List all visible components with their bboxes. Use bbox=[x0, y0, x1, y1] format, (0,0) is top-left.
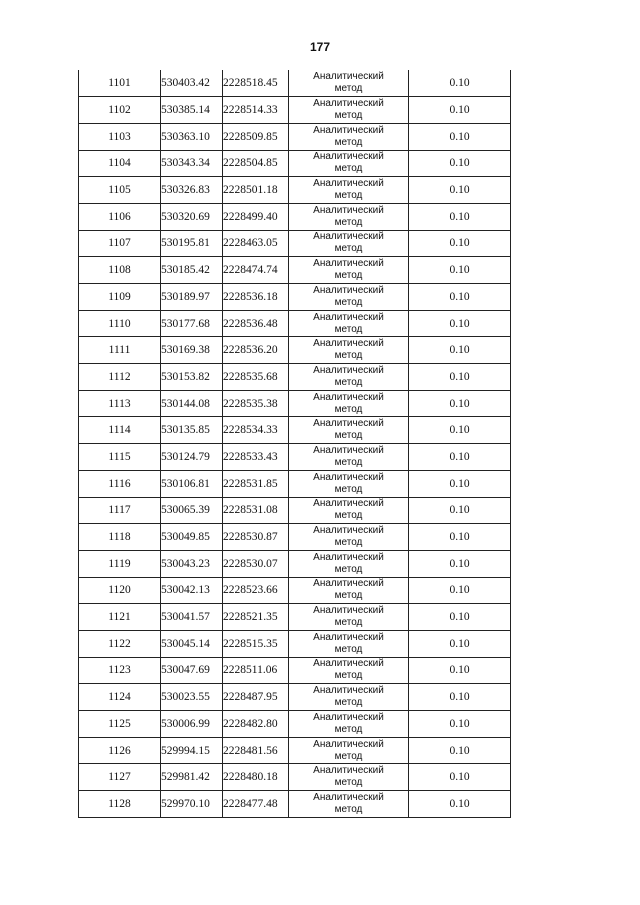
method-text-line1: Аналитический bbox=[313, 231, 384, 243]
method-text-line2: метод bbox=[334, 110, 363, 122]
accuracy-cell: 0.10 bbox=[409, 470, 511, 497]
method-text-line1: Аналитический bbox=[313, 391, 384, 403]
point-number-cell: 1127 bbox=[79, 764, 161, 791]
method-text-line1: Аналитический bbox=[313, 765, 384, 777]
point-number-cell: 1119 bbox=[79, 550, 161, 577]
y-coordinate-cell: 2228523.66 bbox=[223, 577, 289, 604]
x-coordinate-cell: 530135.85 bbox=[161, 417, 223, 444]
method-text-line1: Аналитический bbox=[313, 444, 384, 456]
method-text-line1: Аналитический bbox=[313, 791, 384, 803]
method-cell bbox=[289, 711, 409, 738]
method-text-line1: Аналитический bbox=[313, 258, 384, 270]
point-number-cell: 1109 bbox=[79, 284, 161, 311]
y-coordinate-cell: 2228535.38 bbox=[223, 390, 289, 417]
method-text-line1: Аналитический bbox=[313, 685, 384, 697]
method-cell bbox=[289, 657, 409, 684]
table-row bbox=[79, 203, 511, 230]
method-text-line1: Аналитический bbox=[313, 471, 384, 483]
x-coordinate-cell: 530363.10 bbox=[161, 123, 223, 150]
x-coordinate-cell: 530006.99 bbox=[161, 711, 223, 738]
method-text-line1: Аналитический bbox=[313, 311, 384, 323]
point-number-cell: 1115 bbox=[79, 444, 161, 471]
method-cell bbox=[289, 310, 409, 337]
method-text-line1: Аналитический bbox=[313, 658, 384, 670]
accuracy-cell: 0.10 bbox=[409, 203, 511, 230]
method-text-line1: Аналитический bbox=[313, 738, 384, 750]
table-row bbox=[79, 764, 511, 791]
accuracy-cell: 0.10 bbox=[409, 70, 511, 97]
accuracy-cell: 0.10 bbox=[409, 364, 511, 391]
method-cell bbox=[289, 257, 409, 284]
x-coordinate-cell: 530041.57 bbox=[161, 604, 223, 631]
point-number-cell: 1105 bbox=[79, 177, 161, 204]
y-coordinate-cell: 2228536.18 bbox=[223, 284, 289, 311]
method-cell bbox=[289, 364, 409, 391]
point-number-cell: 1102 bbox=[79, 97, 161, 124]
method-text-line2: метод bbox=[334, 510, 363, 522]
method-text-line1: Аналитический bbox=[313, 711, 384, 723]
table-row bbox=[79, 684, 511, 711]
y-coordinate-cell: 2228531.08 bbox=[223, 497, 289, 524]
method-text-line2: метод bbox=[334, 430, 363, 442]
table-row bbox=[79, 230, 511, 257]
method-cell bbox=[289, 150, 409, 177]
method-text-line1: Аналитический bbox=[313, 578, 384, 590]
table-row bbox=[79, 97, 511, 124]
method-cell bbox=[289, 390, 409, 417]
point-number-cell: 1128 bbox=[79, 791, 161, 818]
table-row bbox=[79, 604, 511, 631]
method-text-line2: метод bbox=[334, 617, 363, 629]
accuracy-cell: 0.10 bbox=[409, 630, 511, 657]
accuracy-cell: 0.10 bbox=[409, 764, 511, 791]
method-text-line2: метод bbox=[334, 323, 363, 335]
method-text-line2: метод bbox=[334, 590, 363, 602]
y-coordinate-cell: 2228501.18 bbox=[223, 177, 289, 204]
accuracy-cell: 0.10 bbox=[409, 497, 511, 524]
table-row bbox=[79, 150, 511, 177]
method-cell bbox=[289, 444, 409, 471]
point-number-cell: 1112 bbox=[79, 364, 161, 391]
accuracy-cell: 0.10 bbox=[409, 97, 511, 124]
y-coordinate-cell: 2228504.85 bbox=[223, 150, 289, 177]
point-number-cell: 1106 bbox=[79, 203, 161, 230]
x-coordinate-cell: 530177.68 bbox=[161, 310, 223, 337]
table-row bbox=[79, 630, 511, 657]
table-row bbox=[79, 524, 511, 551]
method-cell bbox=[289, 177, 409, 204]
y-coordinate-cell: 2228463.05 bbox=[223, 230, 289, 257]
method-text-line2: метод bbox=[334, 803, 363, 815]
y-coordinate-cell: 2228521.35 bbox=[223, 604, 289, 631]
x-coordinate-cell: 529981.42 bbox=[161, 764, 223, 791]
method-cell bbox=[289, 230, 409, 257]
y-coordinate-cell: 2228514.33 bbox=[223, 97, 289, 124]
point-number-cell: 1104 bbox=[79, 150, 161, 177]
y-coordinate-cell: 2228481.56 bbox=[223, 737, 289, 764]
method-cell bbox=[289, 203, 409, 230]
table-row bbox=[79, 390, 511, 417]
accuracy-cell: 0.10 bbox=[409, 524, 511, 551]
x-coordinate-cell: 530042.13 bbox=[161, 577, 223, 604]
accuracy-cell: 0.10 bbox=[409, 711, 511, 738]
table-row bbox=[79, 791, 511, 818]
method-text-line2: метод bbox=[334, 190, 363, 202]
table-row bbox=[79, 123, 511, 150]
x-coordinate-cell: 530065.39 bbox=[161, 497, 223, 524]
method-text-line2: метод bbox=[334, 376, 363, 388]
accuracy-cell: 0.10 bbox=[409, 444, 511, 471]
table-row bbox=[79, 577, 511, 604]
y-coordinate-cell: 2228536.48 bbox=[223, 310, 289, 337]
x-coordinate-cell: 530124.79 bbox=[161, 444, 223, 471]
x-coordinate-cell: 530047.69 bbox=[161, 657, 223, 684]
method-cell bbox=[289, 497, 409, 524]
x-coordinate-cell: 530385.14 bbox=[161, 97, 223, 124]
method-cell bbox=[289, 630, 409, 657]
x-coordinate-cell: 530195.81 bbox=[161, 230, 223, 257]
point-number-cell: 1124 bbox=[79, 684, 161, 711]
accuracy-cell: 0.10 bbox=[409, 577, 511, 604]
method-cell bbox=[289, 123, 409, 150]
method-text-line2: метод bbox=[334, 670, 363, 682]
point-number-cell: 1101 bbox=[79, 70, 161, 97]
method-text-line1: Аналитический bbox=[313, 151, 384, 163]
coordinates-table-body bbox=[79, 70, 511, 817]
x-coordinate-cell: 530144.08 bbox=[161, 390, 223, 417]
point-number-cell: 1123 bbox=[79, 657, 161, 684]
method-cell bbox=[289, 577, 409, 604]
table-row bbox=[79, 470, 511, 497]
x-coordinate-cell: 530326.83 bbox=[161, 177, 223, 204]
y-coordinate-cell: 2228477.48 bbox=[223, 791, 289, 818]
method-text-line1: Аналитический bbox=[313, 204, 384, 216]
x-coordinate-cell: 530185.42 bbox=[161, 257, 223, 284]
table-row bbox=[79, 177, 511, 204]
y-coordinate-cell: 2228480.18 bbox=[223, 764, 289, 791]
method-text-line2: метод bbox=[334, 350, 363, 362]
method-text-line1: Аналитический bbox=[313, 338, 384, 350]
y-coordinate-cell: 2228511.06 bbox=[223, 657, 289, 684]
point-number-cell: 1107 bbox=[79, 230, 161, 257]
method-text-line1: Аналитический bbox=[313, 631, 384, 643]
method-cell bbox=[289, 791, 409, 818]
accuracy-cell: 0.10 bbox=[409, 737, 511, 764]
x-coordinate-cell: 529970.10 bbox=[161, 791, 223, 818]
method-text-line2: метод bbox=[334, 216, 363, 228]
method-cell bbox=[289, 737, 409, 764]
table-row bbox=[79, 657, 511, 684]
accuracy-cell: 0.10 bbox=[409, 337, 511, 364]
method-cell bbox=[289, 764, 409, 791]
table-row bbox=[79, 737, 511, 764]
point-number-cell: 1114 bbox=[79, 417, 161, 444]
method-cell bbox=[289, 604, 409, 631]
method-text-line1: Аналитический bbox=[313, 71, 384, 83]
method-text-line1: Аналитический bbox=[313, 498, 384, 510]
method-text-line1: Аналитический bbox=[313, 124, 384, 136]
y-coordinate-cell: 2228534.33 bbox=[223, 417, 289, 444]
x-coordinate-cell: 530106.81 bbox=[161, 470, 223, 497]
method-text-line2: метод bbox=[334, 270, 363, 282]
x-coordinate-cell: 530049.85 bbox=[161, 524, 223, 551]
accuracy-cell: 0.10 bbox=[409, 123, 511, 150]
y-coordinate-cell: 2228509.85 bbox=[223, 123, 289, 150]
y-coordinate-cell: 2228536.20 bbox=[223, 337, 289, 364]
point-number-cell: 1110 bbox=[79, 310, 161, 337]
method-cell bbox=[289, 337, 409, 364]
method-text-line2: метод bbox=[334, 136, 363, 148]
method-text-line1: Аналитический bbox=[313, 98, 384, 110]
method-text-line1: Аналитический bbox=[313, 605, 384, 617]
y-coordinate-cell: 2228499.40 bbox=[223, 203, 289, 230]
method-text-line1: Аналитический bbox=[313, 551, 384, 563]
method-cell bbox=[289, 284, 409, 311]
x-coordinate-cell: 530403.42 bbox=[161, 70, 223, 97]
table-row bbox=[79, 444, 511, 471]
table-row bbox=[79, 284, 511, 311]
method-text-line2: метод bbox=[334, 296, 363, 308]
point-number-cell: 1122 bbox=[79, 630, 161, 657]
table-row bbox=[79, 337, 511, 364]
method-text-line1: Аналитический bbox=[313, 284, 384, 296]
y-coordinate-cell: 2228518.45 bbox=[223, 70, 289, 97]
method-text-line2: метод bbox=[334, 243, 363, 255]
method-text-line2: метод bbox=[334, 537, 363, 549]
x-coordinate-cell: 530043.23 bbox=[161, 550, 223, 577]
accuracy-cell: 0.10 bbox=[409, 604, 511, 631]
method-cell bbox=[289, 524, 409, 551]
point-number-cell: 1118 bbox=[79, 524, 161, 551]
table-row bbox=[79, 497, 511, 524]
table-row bbox=[79, 257, 511, 284]
table-row bbox=[79, 550, 511, 577]
x-coordinate-cell: 530343.34 bbox=[161, 150, 223, 177]
point-number-cell: 1126 bbox=[79, 737, 161, 764]
accuracy-cell: 0.10 bbox=[409, 177, 511, 204]
method-text-line1: Аналитический bbox=[313, 418, 384, 430]
method-cell bbox=[289, 417, 409, 444]
accuracy-cell: 0.10 bbox=[409, 150, 511, 177]
page-number: 177 bbox=[309, 40, 331, 54]
x-coordinate-cell: 529994.15 bbox=[161, 737, 223, 764]
method-text-line2: метод bbox=[334, 777, 363, 789]
x-coordinate-cell: 530153.82 bbox=[161, 364, 223, 391]
method-cell bbox=[289, 684, 409, 711]
accuracy-cell: 0.10 bbox=[409, 310, 511, 337]
point-number-cell: 1116 bbox=[79, 470, 161, 497]
accuracy-cell: 0.10 bbox=[409, 791, 511, 818]
method-cell bbox=[289, 97, 409, 124]
method-cell bbox=[289, 550, 409, 577]
method-cell bbox=[289, 70, 409, 97]
accuracy-cell: 0.10 bbox=[409, 284, 511, 311]
point-number-cell: 1120 bbox=[79, 577, 161, 604]
method-text-line2: метод bbox=[334, 723, 363, 735]
x-coordinate-cell: 530320.69 bbox=[161, 203, 223, 230]
method-text-line2: метод bbox=[334, 83, 363, 95]
accuracy-cell: 0.10 bbox=[409, 230, 511, 257]
accuracy-cell: 0.10 bbox=[409, 684, 511, 711]
y-coordinate-cell: 2228474.74 bbox=[223, 257, 289, 284]
y-coordinate-cell: 2228531.85 bbox=[223, 470, 289, 497]
table-row bbox=[79, 310, 511, 337]
point-number-cell: 1113 bbox=[79, 390, 161, 417]
accuracy-cell: 0.10 bbox=[409, 550, 511, 577]
method-text-line2: метод bbox=[334, 563, 363, 575]
y-coordinate-cell: 2228533.43 bbox=[223, 444, 289, 471]
point-number-cell: 1103 bbox=[79, 123, 161, 150]
method-text-line1: Аналитический bbox=[313, 525, 384, 537]
method-text-line2: метод bbox=[334, 697, 363, 709]
point-number-cell: 1108 bbox=[79, 257, 161, 284]
point-number-cell: 1121 bbox=[79, 604, 161, 631]
method-text-line1: Аналитический bbox=[313, 178, 384, 190]
accuracy-cell: 0.10 bbox=[409, 417, 511, 444]
x-coordinate-cell: 530189.97 bbox=[161, 284, 223, 311]
table-row bbox=[79, 364, 511, 391]
y-coordinate-cell: 2228487.95 bbox=[223, 684, 289, 711]
accuracy-cell: 0.10 bbox=[409, 257, 511, 284]
table-row bbox=[79, 711, 511, 738]
point-number-cell: 1125 bbox=[79, 711, 161, 738]
y-coordinate-cell: 2228515.35 bbox=[223, 630, 289, 657]
point-number-cell: 1117 bbox=[79, 497, 161, 524]
method-text-line2: метод bbox=[334, 403, 363, 415]
method-text-line2: метод bbox=[334, 456, 363, 468]
point-number-cell: 1111 bbox=[79, 337, 161, 364]
coordinates-table bbox=[78, 70, 511, 818]
method-text-line2: метод bbox=[334, 643, 363, 655]
method-text-line2: метод bbox=[334, 163, 363, 175]
method-text-line1: Аналитический bbox=[313, 364, 384, 376]
y-coordinate-cell: 2228530.07 bbox=[223, 550, 289, 577]
y-coordinate-cell: 2228530.87 bbox=[223, 524, 289, 551]
method-cell bbox=[289, 470, 409, 497]
x-coordinate-cell: 530023.55 bbox=[161, 684, 223, 711]
accuracy-cell: 0.10 bbox=[409, 390, 511, 417]
method-text-line2: метод bbox=[334, 483, 363, 495]
accuracy-cell: 0.10 bbox=[409, 657, 511, 684]
table-row bbox=[79, 70, 511, 97]
x-coordinate-cell: 530169.38 bbox=[161, 337, 223, 364]
x-coordinate-cell: 530045.14 bbox=[161, 630, 223, 657]
method-text-line2: метод bbox=[334, 750, 363, 762]
y-coordinate-cell: 2228482.80 bbox=[223, 711, 289, 738]
y-coordinate-cell: 2228535.68 bbox=[223, 364, 289, 391]
table-row bbox=[79, 417, 511, 444]
